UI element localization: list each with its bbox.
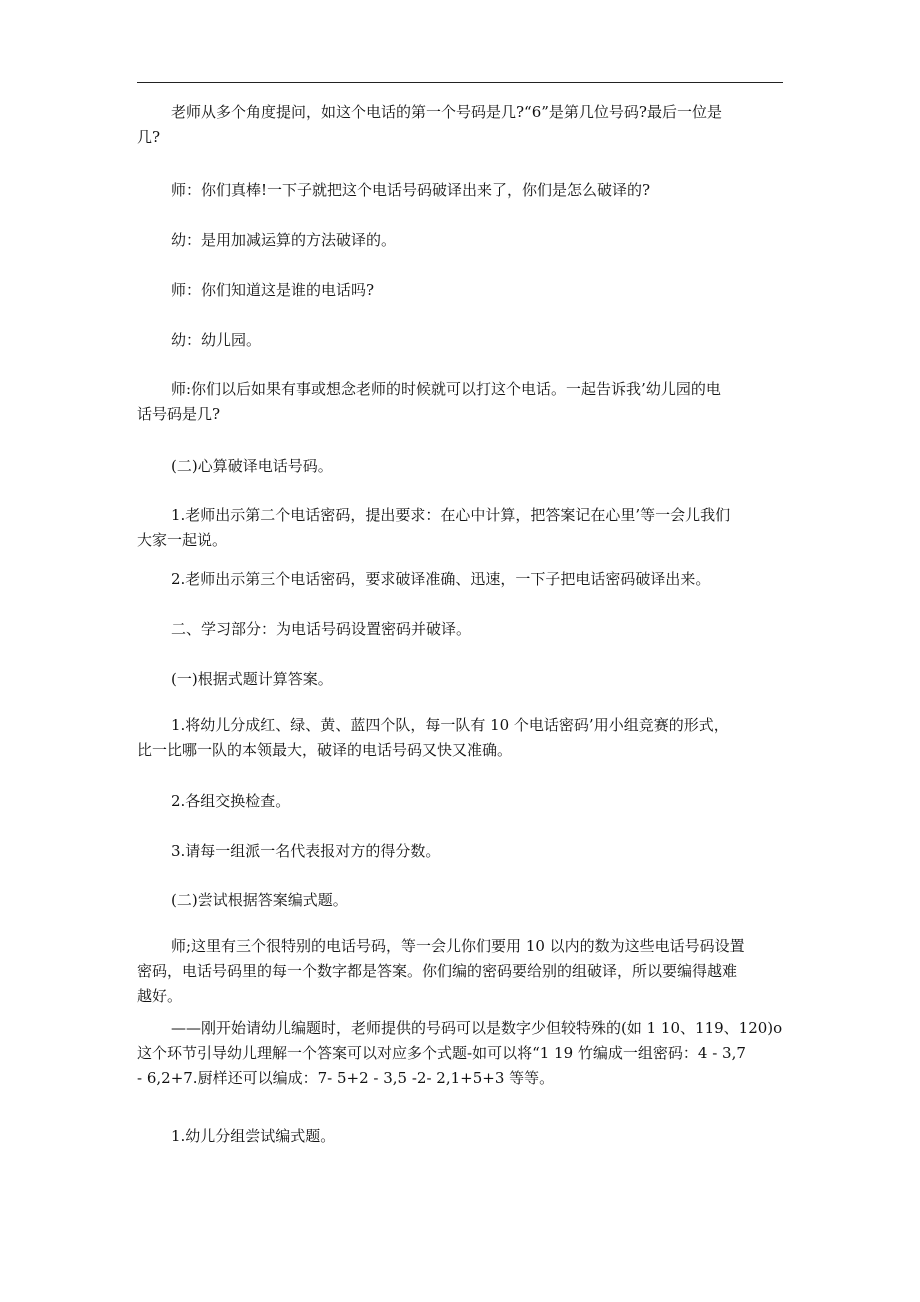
paragraph (137, 713, 783, 763)
paragraph-line: 二、学习部分：为电话号码设置密码并破译。 (171, 620, 472, 638)
header-rule (137, 82, 783, 83)
paragraph (137, 1016, 783, 1091)
paragraph-line: (一)根据式题计算答案。 (171, 670, 333, 688)
paragraph-line: 师:你们以后如果有事或想念老师的时候就可以打这个电话。一起告诉我’幼儿园的电 (171, 380, 721, 398)
paragraph (137, 888, 783, 913)
paragraph-line: 2.各组交换检查。 (171, 792, 291, 810)
paragraph-line: 幼：是用加减运算的方法破译的。 (171, 231, 397, 249)
paragraph-line: 大家一起说。 (137, 531, 228, 549)
paragraph (137, 839, 783, 864)
paragraph (137, 503, 783, 553)
paragraph-line: - 6,2+7.厨样还可以编成：7- 5+2 - 3,5 -2- 2,1+5+3 等等。 (137, 1069, 555, 1087)
paragraph (137, 617, 783, 642)
paragraph-line: ——刚开始请幼儿编题时，老师提供的号码可以是数字少但较特殊的(如 1 10、119、120)o (171, 1019, 783, 1037)
paragraph (137, 454, 783, 479)
paragraph-line: 1.将幼儿分成红、绿、黄、蓝四个队，每一队有 10 个电话密码’用小组竞赛的形式， (171, 716, 729, 734)
paragraph-line: 师：你们知道这是谁的电话吗? (171, 281, 375, 299)
paragraph-line: 幼：幼儿园。 (171, 331, 262, 349)
paragraph-line: 1.老师出示第二个电话密码，提出要求：在心中计算，把答案记在心里’等一会儿我们 (171, 506, 731, 524)
paragraph (137, 328, 783, 353)
paragraph-line: 老师从多个角度提问，如这个电话的第一个号码是几?“6”是第几位号码?最后一位是 (171, 103, 722, 121)
paragraph (137, 178, 783, 203)
paragraph-line: 密码，电话号码里的每一个数字都是答案。你们编的密码要给别的组破译，所以要编得越难 (137, 962, 738, 980)
paragraph (137, 278, 783, 303)
paragraph (137, 934, 783, 1009)
paragraph-line: 越好。 (137, 987, 183, 1005)
paragraph (137, 667, 783, 692)
paragraph-line: 3.请每一组派一名代表报对方的得分数。 (171, 842, 441, 860)
paragraph-line: (二)尝试根据答案编式题。 (171, 891, 348, 909)
paragraph-line: 2.老师出示第三个电话密码，要求破译准确、迅速，一下子把电话密码破译出来。 (171, 570, 711, 588)
paragraph (137, 377, 783, 427)
paragraph-line: (二)心算破译电话号码。 (171, 457, 333, 475)
paragraph (137, 228, 783, 253)
paragraph (137, 100, 783, 150)
paragraph-line: 比一比哪一队的本领最大，破译的电话号码又快又准确。 (137, 741, 513, 759)
paragraph-line: 话号码是几? (137, 405, 221, 423)
paragraph-line: 师：你们真棒!一下子就把这个电话号码破译出来了，你们是怎么破译的? (171, 181, 651, 199)
paragraph (137, 789, 783, 814)
paragraph (137, 567, 783, 592)
paragraph-line: 师;这里有三个很特别的电话号码，等一会儿你们要用 10 以内的数为这些电话号码设置 (171, 937, 745, 955)
paragraph (137, 1124, 783, 1149)
paragraph-line: 这个环节引导幼儿理解一个答案可以对应多个式题-如可以将“1 19 竹编成一组密码：4 - 3,7 (137, 1044, 746, 1062)
paragraph-line: 1.幼儿分组尝试编式题。 (171, 1127, 336, 1145)
paragraph-line: 几? (137, 128, 161, 146)
